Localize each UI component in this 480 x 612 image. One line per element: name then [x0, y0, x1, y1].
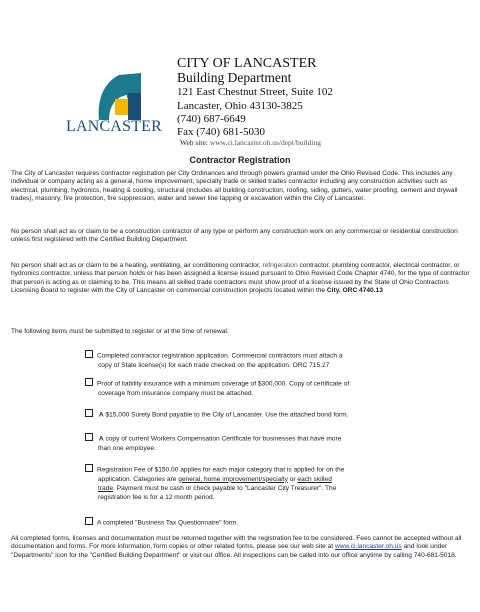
- checklist-item-application: [85, 350, 415, 370]
- logo-wordmark: LANCASTER: [66, 118, 163, 135]
- license-text-c: contractor, plumbing contractor, electrical contractor, or hydronics contractor, unless that person holds or has been assigned a license issued pursuant to Ohio Revised Code Chapter 4740, for the type of contractor that person is acting as or claiming to be. This means all skilled trade contractors must show proof of a license issued by the State of Ohio Contractors Licensing Board to register with the City of Lancaster on commercial construction projects located within the: [11, 262, 470, 294]
- item-bold-a: A: [98, 411, 104, 419]
- fee-category-skilled: each skilled: [297, 475, 332, 483]
- website-label: Web site:: [180, 138, 208, 147]
- item-text: copy of current Workers Compensation Certificate for businesses that have more: [103, 435, 342, 443]
- fee-category-general: general, home improvement/specialty: [178, 475, 288, 483]
- department-name: Building Department: [177, 70, 292, 85]
- item-text-cont: than one employee.: [98, 444, 156, 452]
- item-text-cont: coverage from insurance company must be attached.: [98, 389, 254, 397]
- item-text: Registration Fee of $150.00 applies for each major category that is applied for on the: [97, 466, 345, 474]
- checkbox[interactable]: [85, 378, 93, 386]
- fee-category-trade: trade: [98, 484, 114, 492]
- registration-paragraph: No person shall act as or claim to be a construction contractor of any type or perform any construction work on any commercial or residential construction unless first registered with the Certified Building Department.: [11, 228, 458, 244]
- page-title: Contractor Registration: [189, 155, 291, 165]
- closing-text-a: All completed forms, licenses and documentation must be returned together with the registration fee to be considered. Fees cannot be accepted without all documentation and forms. For more information, form copies or other related forms, please see our web site at: [11, 535, 462, 551]
- website-url[interactable]: www.ci.lancaster.oh.us/dept/building: [209, 138, 321, 147]
- item-text-cont-2: [85, 484, 415, 493]
- item-text: $15,000 Surety Bond payable to the City of Lancaster. Use the attached bond form.: [103, 411, 349, 419]
- checkbox[interactable]: [85, 433, 93, 441]
- phone-number: (740) 687-6649: [177, 113, 246, 125]
- checklist-item-tax-questionnaire: [85, 517, 415, 528]
- checkbox[interactable]: [85, 350, 93, 358]
- intro-paragraph: The City of Lancaster requires contractor registration per City Ordinances and through powers granted under the Ohio Revised Code. This includes any individual or company acting as a general, home improvement, specialty trade or skilled trades contractor including any construction activities such as electrical, plumbing, hydronics, heating & cooling, structural (includes all building construction, roofing, siding, gutters, water proofing, cement and drywall trades), masonry, fire protection, fire suppression, water and sewer line tapping or excavation within the City of Lancaster.: [11, 170, 458, 202]
- item-text-cont-3: registration fee is for a 12 month period.: [98, 493, 215, 501]
- license-paragraph: [11, 262, 473, 295]
- fee-text: application. Categories are: [98, 475, 179, 483]
- lancaster-logo-mark: [95, 73, 141, 121]
- item-bold-a: A: [98, 435, 104, 443]
- license-text-orc: City. ORC 4740.13: [326, 286, 383, 294]
- item-text: Completed contractor registration application. Commercial contractors must attach a: [97, 352, 343, 360]
- checkbox[interactable]: [85, 464, 93, 472]
- license-text-a: No person shall act as or claim to be a heating, ventilating, air conditioning contractor,: [11, 262, 263, 269]
- checklist-item-workers-comp: [85, 433, 415, 453]
- checkbox[interactable]: [85, 409, 93, 417]
- requirements-intro: The following items must be submitted to register or at the time of renewal:: [11, 328, 229, 335]
- license-text-refrigeration: refrigeration: [262, 262, 298, 269]
- website-line: [180, 138, 321, 147]
- logo-blue-bar: [128, 93, 141, 120]
- fee-text-or: or: [287, 475, 298, 483]
- checklist-item-surety-bond: [85, 409, 415, 420]
- logo-yellow-square: [115, 99, 129, 115]
- checkbox[interactable]: [85, 517, 93, 525]
- closing-paragraph: [11, 535, 473, 560]
- closing-text-b: and look under "Departments" icon for the "Certified Building Department" or visit our office. All inspections can be called into our office anytime by calling 740-681-5018.: [11, 543, 457, 559]
- website-link[interactable]: www.ci.lancaster.oh.us: [334, 543, 402, 551]
- city-name: CITY OF LANCASTER: [177, 56, 317, 71]
- fee-payment-text: . Payment must be cash or check payable to "Lancaster City Treasurer". The: [113, 484, 337, 492]
- item-text: Proof of liability insurance with a minimum coverage of $300,000. Copy of certificate of: [97, 380, 350, 388]
- city-state-zip: Lancaster, Ohio 43130-3825: [177, 100, 303, 112]
- checklist-item-registration-fee: [85, 464, 415, 502]
- address-line: 121 East Chestnut Street, Suite 102: [177, 86, 333, 98]
- item-text-cont: copy of State license(s) for each trade checked on the application. ORC 715.27: [98, 361, 330, 369]
- checklist-item-insurance: [85, 378, 415, 398]
- item-text: A completed "Business Tax Questionnaire" form.: [97, 519, 239, 527]
- item-text-cont: [85, 475, 415, 484]
- fax-number: Fax (740) 681-5030: [177, 126, 265, 138]
